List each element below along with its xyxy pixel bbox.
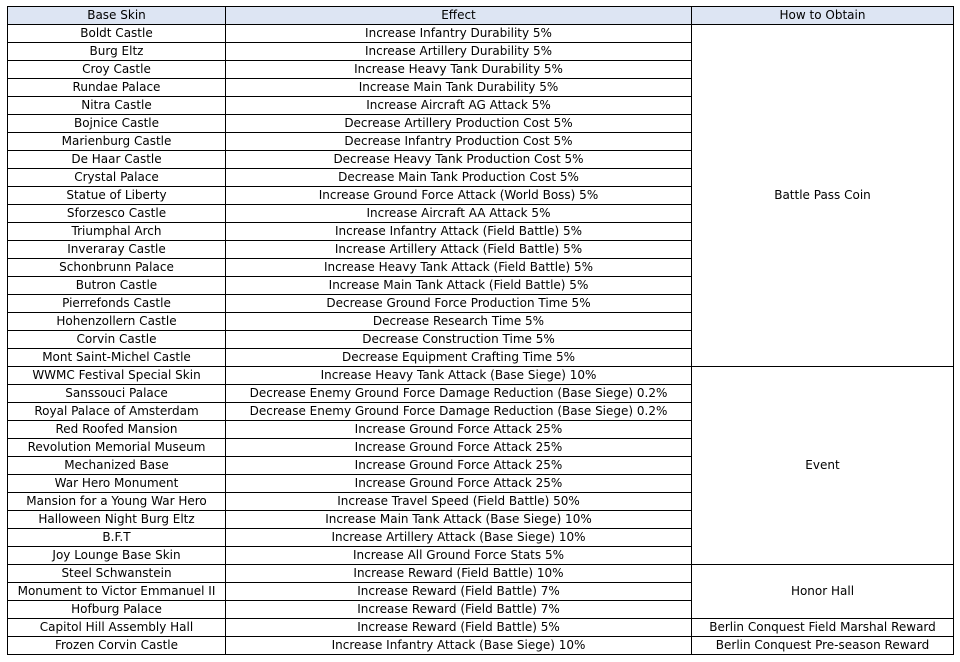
effect-cell: Increase Ground Force Attack 25% [226,439,692,457]
base-skin-cell: Nitra Castle [8,97,226,115]
base-skin-table [7,6,954,655]
base-skin-cell: Joy Lounge Base Skin [8,547,226,565]
how-to-obtain-cell: Battle Pass Coin [692,25,954,367]
base-skin-cell: De Haar Castle [8,151,226,169]
effect-cell: Decrease Enemy Ground Force Damage Reduction (Base Siege) 0.2% [226,385,692,403]
base-skin-cell: Schonbrunn Palace [8,259,226,277]
base-skin-cell: Monument to Victor Emmanuel II [8,583,226,601]
table-body [8,25,954,655]
base-skin-cell: WWMC Festival Special Skin [8,367,226,385]
effect-cell: Increase Infantry Attack (Field Battle) 5% [226,223,692,241]
table-row [8,367,954,385]
effect-cell: Decrease Main Tank Production Cost 5% [226,169,692,187]
effect-cell: Decrease Research Time 5% [226,313,692,331]
base-skin-cell: Mechanized Base [8,457,226,475]
base-skin-cell: Butron Castle [8,277,226,295]
table-row [8,637,954,655]
header-how-to-obtain: How to Obtain [692,7,954,25]
effect-cell: Increase Ground Force Attack (World Boss) 5% [226,187,692,205]
effect-cell: Decrease Construction Time 5% [226,331,692,349]
base-skin-cell: Sforzesco Castle [8,205,226,223]
how-to-obtain-cell: Honor Hall [692,565,954,619]
header-row [8,7,954,25]
effect-cell: Decrease Infantry Production Cost 5% [226,133,692,151]
base-skin-cell: Boldt Castle [8,25,226,43]
effect-cell: Increase Reward (Field Battle) 5% [226,619,692,637]
base-skin-cell: Mont Saint-Michel Castle [8,349,226,367]
effect-cell: Increase Artillery Attack (Base Siege) 10% [226,529,692,547]
effect-cell: Increase Travel Speed (Field Battle) 50% [226,493,692,511]
effect-cell: Increase Main Tank Attack (Field Battle) 5% [226,277,692,295]
effect-cell: Increase Reward (Field Battle) 7% [226,583,692,601]
effect-cell: Increase Reward (Field Battle) 10% [226,565,692,583]
base-skin-cell: Corvin Castle [8,331,226,349]
effect-cell: Increase Ground Force Attack 25% [226,421,692,439]
effect-cell: Decrease Artillery Production Cost 5% [226,115,692,133]
base-skin-cell: B.F.T [8,529,226,547]
base-skin-cell: Bojnice Castle [8,115,226,133]
base-skin-cell: Rundae Palace [8,79,226,97]
base-skin-cell: War Hero Monument [8,475,226,493]
base-skin-cell: Pierrefonds Castle [8,295,226,313]
header-effect: Effect [226,7,692,25]
how-to-obtain-cell: Berlin Conquest Field Marshal Reward [692,619,954,637]
effect-cell: Decrease Enemy Ground Force Damage Reduction (Base Siege) 0.2% [226,403,692,421]
header-base-skin: Base Skin [8,7,226,25]
table-row [8,25,954,43]
effect-cell: Increase Infantry Attack (Base Siege) 10% [226,637,692,655]
effect-cell: Increase Main Tank Durability 5% [226,79,692,97]
base-skin-cell: Triumphal Arch [8,223,226,241]
effect-cell: Increase Aircraft AG Attack 5% [226,97,692,115]
effect-cell: Decrease Heavy Tank Production Cost 5% [226,151,692,169]
base-skin-cell: Marienburg Castle [8,133,226,151]
effect-cell: Decrease Ground Force Production Time 5% [226,295,692,313]
base-skin-cell: Frozen Corvin Castle [8,637,226,655]
base-skin-cell: Steel Schwanstein [8,565,226,583]
base-skin-cell: Red Roofed Mansion [8,421,226,439]
base-skin-cell: Statue of Liberty [8,187,226,205]
how-to-obtain-cell: Berlin Conquest Pre-season Reward [692,637,954,655]
effect-cell: Increase Heavy Tank Attack (Field Battle) 5% [226,259,692,277]
effect-cell: Increase Infantry Durability 5% [226,25,692,43]
base-skin-cell: Halloween Night Burg Eltz [8,511,226,529]
base-skin-cell: Burg Eltz [8,43,226,61]
effect-cell: Increase Ground Force Attack 25% [226,475,692,493]
base-skin-cell: Crystal Palace [8,169,226,187]
effect-cell: Increase All Ground Force Stats 5% [226,547,692,565]
base-skin-cell: Royal Palace of Amsterdam [8,403,226,421]
effect-cell: Increase Main Tank Attack (Base Siege) 10% [226,511,692,529]
effect-cell: Increase Heavy Tank Attack (Base Siege) 10% [226,367,692,385]
table-row [8,619,954,637]
base-skin-cell: Sanssouci Palace [8,385,226,403]
effect-cell: Increase Aircraft AA Attack 5% [226,205,692,223]
base-skin-cell: Capitol Hill Assembly Hall [8,619,226,637]
effect-cell: Increase Artillery Durability 5% [226,43,692,61]
base-skin-cell: Mansion for a Young War Hero [8,493,226,511]
base-skin-cell: Hofburg Palace [8,601,226,619]
base-skin-cell: Hohenzollern Castle [8,313,226,331]
base-skin-cell: Croy Castle [8,61,226,79]
effect-cell: Increase Ground Force Attack 25% [226,457,692,475]
base-skin-cell: Inveraray Castle [8,241,226,259]
base-skin-cell: Revolution Memorial Museum [8,439,226,457]
effect-cell: Decrease Equipment Crafting Time 5% [226,349,692,367]
effect-cell: Increase Reward (Field Battle) 7% [226,601,692,619]
table-row [8,565,954,583]
how-to-obtain-cell: Event [692,367,954,565]
effect-cell: Increase Heavy Tank Durability 5% [226,61,692,79]
effect-cell: Increase Artillery Attack (Field Battle) 5% [226,241,692,259]
